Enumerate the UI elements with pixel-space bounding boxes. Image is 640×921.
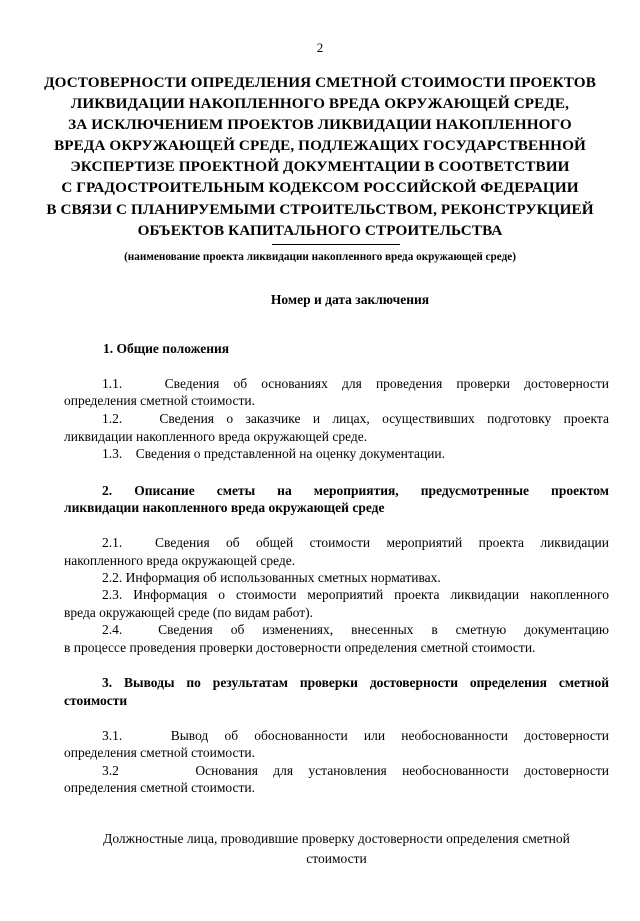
section-3-heading: 3. Выводы по результатам проверки достоверности определения сметной — [102, 675, 609, 690]
title-line: ЛИКВИДАЦИИ НАКОПЛЕННОГО ВРЕДА ОКРУЖАЮЩЕЙ СРЕДЕ, — [70, 95, 570, 113]
project-name-blank-line — [272, 244, 400, 245]
paragraph-text: Сведения о заказчике и лицах, осуществивших подготовку проекта — [159, 411, 609, 426]
project-name-caption: (наименование проекта ликвидации накопленного вреда окружающей среде) — [124, 251, 516, 263]
paragraph-1-3 — [64, 445, 609, 463]
paragraph-text: Основания для установления необоснованности достоверности — [195, 763, 609, 778]
paragraph-2-3-cont — [64, 604, 609, 622]
paragraph-number: 1.1. — [102, 376, 123, 391]
title-line: ЭКСПЕРТИЗЕ ПРОЕКТНОЙ ДОКУМЕНТАЦИИ В СООТВЕТСТВИИ — [70, 158, 570, 176]
paragraph-1-2-cont — [64, 428, 609, 446]
paragraph-text: вреда окружающей среде (по видам работ). — [64, 605, 313, 620]
paragraph-number: 2.3. — [102, 587, 123, 602]
paragraph-3-2 — [64, 762, 609, 780]
section-2-heading-cont: ликвидации накопленного вреда окружающей среде — [64, 500, 385, 515]
paragraph-2-1 — [64, 534, 609, 552]
paragraph-number: 3.2 — [102, 763, 119, 778]
signatories-caption: Должностные лица, проводившие проверку достоверности определения сметной стоимости — [103, 831, 570, 866]
paragraph-2-4 — [64, 621, 609, 639]
paragraph-number: 2.1. — [102, 535, 123, 550]
paragraph-text: ликвидации накопленного вреда окружающей среде. — [64, 429, 368, 444]
section-3-heading-cont: стоимости — [64, 693, 128, 708]
paragraph-text: Информация о стоимости мероприятий проекта ликвидации накопленного — [133, 587, 610, 602]
title-line: В СВЯЗИ С ПЛАНИРУЕМЫМИ СТРОИТЕЛЬСТВОМ, РЕКОНСТРУКЦИЕЙ — [46, 200, 594, 218]
title-line: ДОСТОВЕРНОСТИ ОПРЕДЕЛЕНИЯ СМЕТНОЙ СТОИМОСТИ ПРОЕКТОВ — [44, 74, 596, 91]
paragraph-1-1 — [64, 375, 609, 393]
section-2-heading: 2. Описание сметы на мероприятия, предусмотренные проектом — [102, 483, 609, 498]
title-line: ВРЕДА ОКРУЖАЮЩЕЙ СРЕДЕ, ПОДЛЕЖАЩИХ ГОСУДАРСТВЕННОЙ — [54, 137, 586, 155]
paragraph-2-4-cont — [64, 639, 609, 657]
paragraph-text: накопленного вреда окружающей среде. — [64, 553, 296, 568]
paragraph-number: 1.2. — [102, 411, 123, 426]
paragraph-text: в процессе проведения проверки достоверности определения сметной стоимости. — [64, 640, 536, 655]
title-line: ОБЪЕКТОВ КАПИТАЛЬНОГО СТРОИТЕЛЬСТВА — [137, 221, 503, 239]
paragraph-text: определения сметной стоимости. — [64, 745, 255, 760]
paragraph-text: Сведения об основаниях для проведения проверки достоверности — [164, 376, 610, 391]
document-title — [40, 72, 600, 241]
paragraph-3-1-cont — [64, 744, 609, 762]
paragraph-number: 1.3. — [102, 446, 123, 461]
paragraph-text: Вывод об обоснованности или необоснованности достоверности — [170, 728, 610, 743]
page-number: 2 — [316, 40, 324, 55]
paragraph-1-2 — [64, 410, 609, 428]
section-1-heading: 1. Общие положения — [103, 341, 230, 356]
title-line: ЗА ИСКЛЮЧЕНИЕМ ПРОЕКТОВ ЛИКВИДАЦИИ НАКОПЛЕННОГО — [68, 116, 572, 134]
paragraph-text: Информация об использованных сметных нормативах. — [125, 570, 441, 585]
paragraph-text: Сведения о представленной на оценку документации. — [135, 446, 446, 461]
paragraph-text: Сведения об общей стоимости мероприятий проекта ликвидации — [155, 535, 609, 550]
paragraph-2-3 — [64, 586, 609, 604]
paragraph-2-1-cont — [64, 552, 609, 570]
paragraph-2-2 — [64, 569, 609, 587]
paragraph-text: определения сметной стоимости. — [64, 780, 255, 795]
conclusion-number-date-label: Номер и дата заключения — [270, 292, 430, 307]
paragraph-3-2-cont — [64, 779, 609, 797]
paragraph-text: определения сметной стоимости. — [64, 393, 255, 408]
paragraph-number: 3.1. — [102, 728, 123, 743]
paragraph-1-1-cont — [64, 392, 609, 410]
paragraph-text: Сведения об изменениях, внесенных в сметную документацию — [158, 622, 609, 637]
title-line: С ГРАДОСТРОИТЕЛЬНЫМ КОДЕКСОМ РОССИЙСКОЙ ФЕДЕРАЦИИ — [61, 179, 579, 197]
paragraph-number: 2.2. — [102, 570, 123, 585]
paragraph-3-1 — [64, 727, 609, 745]
paragraph-number: 2.4. — [102, 622, 123, 637]
